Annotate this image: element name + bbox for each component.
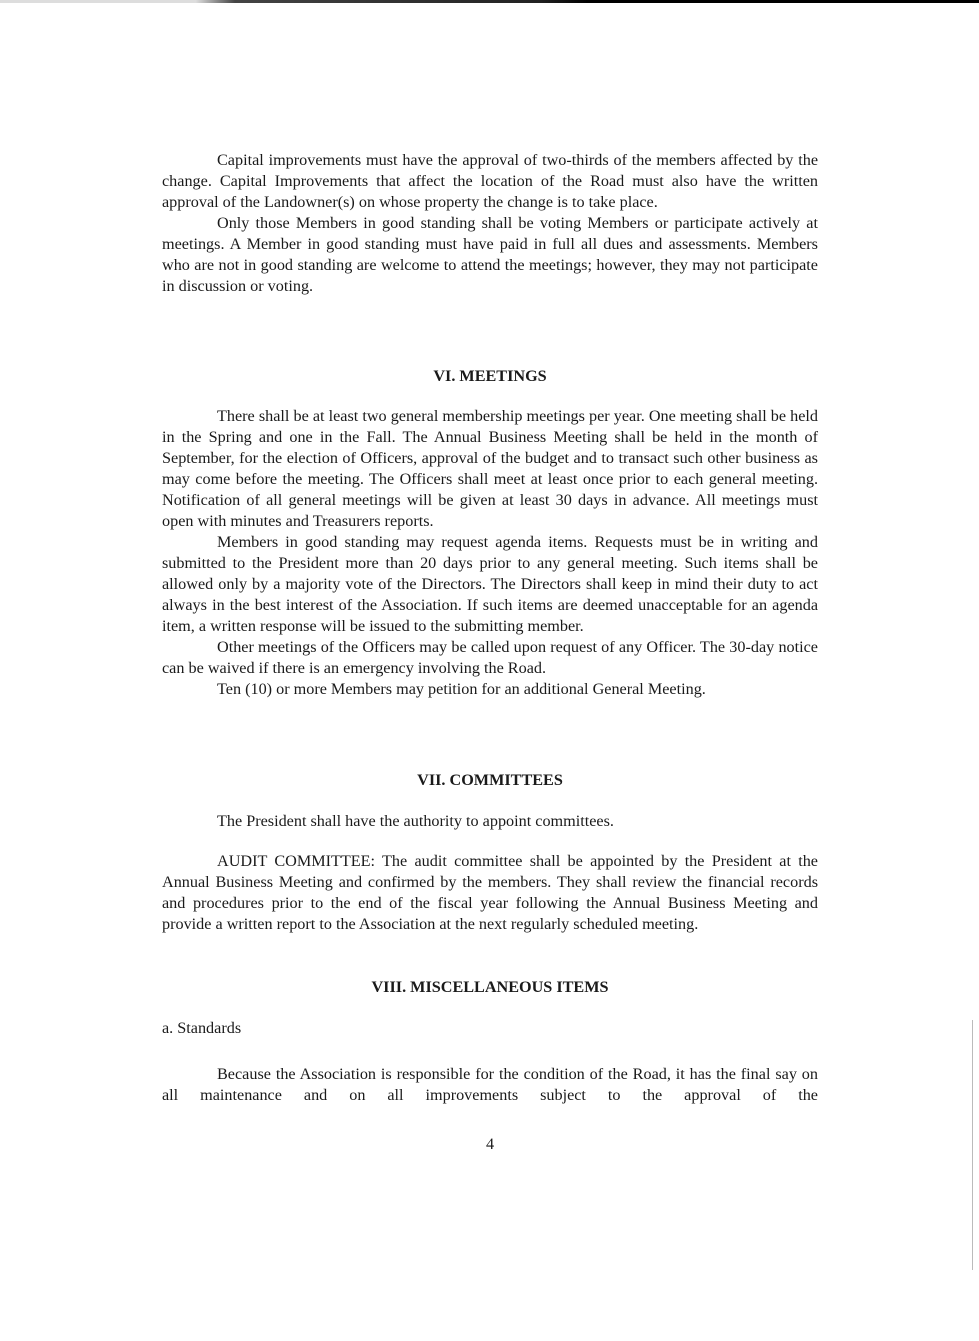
section-heading-meetings: VI. MEETINGS [433,367,547,385]
paragraph-president-authority: The President shall have the authority to appoint committees. [217,812,614,830]
intro-section [162,150,818,297]
miscellaneous-section [162,1064,818,1106]
committees-section [162,811,818,935]
paragraph-petition: Ten (10) or more Members may petition for an additional General Meeting. [217,680,706,698]
paragraph-good-standing: Only those Members in good standing shall be voting Members or participate actively at meetings. A Member in good standing must have paid in full all dues and assessments. Members who are not in good standing are welcome to attend the meetings; however, they may not participate in discussion or voting. [162,214,818,295]
section-heading-miscellaneous: VIII. MISCELLANEOUS ITEMS [371,978,609,996]
paragraph-agenda-items: Members in good standing may request agenda items. Requests must be in writing and submitted to the President more than 20 days prior to any general meeting. Such items shall be allowed only by a majority vote of the Directors. The Directors shall keep in mind their duty to act always in the best interest of the Association. If such items are deemed unacceptable for an agenda item, a written response will be issued to the submitting member. [162,533,818,635]
scan-top-edge [0,0,979,3]
paragraph-officer-meetings: Other meetings of the Officers may be called upon request of any Officer. The 30-day notice can be waived if there is an emergency involving the Road. [162,638,818,677]
scan-right-edge [972,1020,973,1270]
paragraph-audit-committee: AUDIT COMMITTEE: The audit committee shall be appointed by the President at the Annual Business Meeting and confirmed by the members. They shall review the financial records and procedures prior to the end of the fiscal year following the Annual Business Meeting and provide a written report to the Association at the next regularly scheduled meeting. [162,852,818,933]
paragraph-capital-improvements: Capital improvements must have the approval of two-thirds of the members affected by the change. Capital Improvements that affect the location of the Road must also have the written approval of the Landowner(s) on whose property the change is to take place. [162,151,818,211]
paragraph-standards: Because the Association is responsible for the condition of the Road, it has the final say on all maintenance and on all improvements subject to the approval of the [162,1065,818,1104]
meetings-section [162,406,818,700]
section-heading-committees: VII. COMMITTEES [417,771,563,789]
page-number: 4 [485,1135,495,1153]
subheading-standards: a. Standards [162,1019,242,1037]
paragraph-general-meetings: There shall be at least two general membership meetings per year. One meeting shall be held in the Spring and one in the Fall. The Annual Business Meeting shall be held in the month of September, for the election of Officers, approval of the budget and to transact such other business as may come before the meeting. The Officers shall meet at least once prior to each general meeting. Notification of all general meetings will be given at least 30 days in advance. All meetings must open with minutes and Treasurers reports. [162,407,818,530]
